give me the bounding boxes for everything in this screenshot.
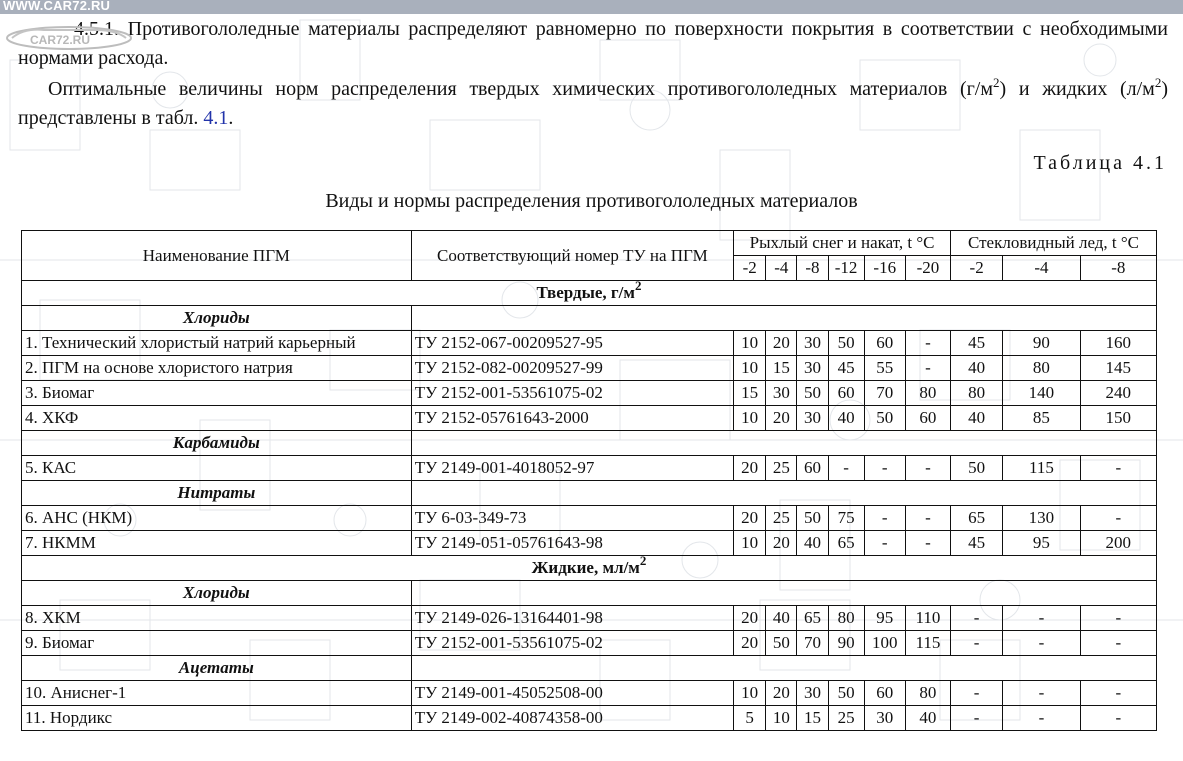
norm-value: 65 xyxy=(797,606,828,631)
temp-glaze: -2 xyxy=(951,256,1003,281)
material-name: 5. КАС xyxy=(22,456,412,481)
norm-value: 25 xyxy=(766,456,797,481)
table-row xyxy=(22,681,1157,706)
group-row xyxy=(22,656,1157,681)
temp-loose: -8 xyxy=(797,256,828,281)
temp-loose: -2 xyxy=(734,256,766,281)
norm-value: 10 xyxy=(734,331,766,356)
tu-number: ТУ 6-03-349-73 xyxy=(411,506,733,531)
tu-number: ТУ 2152-082-00209527-99 xyxy=(411,356,733,381)
norm-value: 115 xyxy=(1003,456,1080,481)
group-blank xyxy=(411,306,1156,331)
norm-value: 100 xyxy=(864,631,905,656)
norm-value: 30 xyxy=(797,356,828,381)
norm-value: 80 xyxy=(951,381,1003,406)
superscript: 2 xyxy=(639,555,647,568)
norm-value: 145 xyxy=(1080,356,1156,381)
norm-value: - xyxy=(905,506,950,531)
temp-loose: -4 xyxy=(766,256,797,281)
norm-value: 60 xyxy=(864,331,905,356)
norm-value: 40 xyxy=(905,706,950,731)
norm-value: 40 xyxy=(797,531,828,556)
norm-value: - xyxy=(905,531,950,556)
norm-value: - xyxy=(1080,631,1156,656)
group-name: Карбамиды xyxy=(22,431,412,456)
norm-value: 20 xyxy=(734,631,766,656)
group-blank xyxy=(411,481,1156,506)
tu-number: ТУ 2152-05761643-2000 xyxy=(411,406,733,431)
car-logo-watermark xyxy=(4,24,134,52)
norm-value: 60 xyxy=(864,681,905,706)
group-row xyxy=(22,481,1157,506)
paragraph-norms: Оптимальные величины норм распределения твердых химических противогололедных материалов $(г/м^2)$ и жидких $(л/м^2)$ представлены в табл. 4.1. xyxy=(18,75,1168,129)
material-name: 7. НКММ xyxy=(22,531,412,556)
norm-value: 30 xyxy=(766,381,797,406)
header-tu: Соответствующий номер ТУ на ПГМ xyxy=(411,231,733,281)
group-row xyxy=(22,431,1157,456)
table-row xyxy=(22,406,1157,431)
material-name: 9. Биомаг xyxy=(22,631,412,656)
norm-value: 50 xyxy=(828,331,864,356)
header-name: Наименование ПГМ xyxy=(22,231,412,281)
norm-value: 65 xyxy=(951,506,1003,531)
norm-value: - xyxy=(864,456,905,481)
norm-value: - xyxy=(905,356,950,381)
norm-value: 15 xyxy=(734,381,766,406)
material-name: 6. АНС (НКМ) xyxy=(22,506,412,531)
norm-value: - xyxy=(905,331,950,356)
norm-value: 50 xyxy=(766,631,797,656)
norm-value: 45 xyxy=(951,531,1003,556)
temp-loose: -20 xyxy=(905,256,950,281)
table-row xyxy=(22,631,1157,656)
norm-value: 40 xyxy=(951,356,1003,381)
tu-number: ТУ 2149-026-13164401-98 xyxy=(411,606,733,631)
material-name: 11. Нордикс xyxy=(22,706,412,731)
norm-value: - xyxy=(951,681,1003,706)
norm-value: 45 xyxy=(828,356,864,381)
table-ref-link[interactable]: 4.1 xyxy=(203,107,229,129)
group-name: Нитраты xyxy=(22,481,412,506)
norm-value: - xyxy=(1080,456,1156,481)
section-title-text: Твердые, г/м xyxy=(536,283,635,302)
norm-value: 10 xyxy=(734,406,766,431)
norm-value: 25 xyxy=(828,706,864,731)
norm-value: - xyxy=(864,506,905,531)
norm-value: 130 xyxy=(1003,506,1080,531)
paragraph-4-5-1: 4.5.1. Противогололедные материалы распределяют равномерно по поверхности покрытия в соответствии с необходимыми нормами расхода. xyxy=(18,18,1168,69)
norm-value: - xyxy=(1080,706,1156,731)
section-title-text: Жидкие, мл/м xyxy=(531,558,640,577)
norm-value: 95 xyxy=(1003,531,1080,556)
norm-value: 70 xyxy=(864,381,905,406)
norm-value: 30 xyxy=(797,681,828,706)
norm-value: - xyxy=(905,456,950,481)
site-watermark: WWW.CAR72.RU xyxy=(3,0,111,13)
norm-value: 20 xyxy=(734,506,766,531)
norm-value: - xyxy=(1003,631,1080,656)
temp-loose: -16 xyxy=(864,256,905,281)
material-name: 1. Технический хлористый натрий карьерный xyxy=(22,331,412,356)
norm-value: - xyxy=(1080,506,1156,531)
table-row xyxy=(22,506,1157,531)
norm-value: 80 xyxy=(1003,356,1080,381)
section-title xyxy=(22,281,1157,306)
header-loose-snow: Рыхлый снег и накат, t °C xyxy=(734,231,951,256)
norm-value: 40 xyxy=(951,406,1003,431)
norm-value: 60 xyxy=(828,381,864,406)
norm-value: 110 xyxy=(905,606,950,631)
norm-value: 10 xyxy=(734,681,766,706)
norm-value: 80 xyxy=(905,381,950,406)
norm-value: 50 xyxy=(797,381,828,406)
norm-value: 50 xyxy=(951,456,1003,481)
top-banner xyxy=(0,0,1183,14)
norm-value: 95 xyxy=(864,606,905,631)
tu-number: ТУ 2152-067-00209527-95 xyxy=(411,331,733,356)
table-caption: Таблица 4.1 xyxy=(1033,152,1167,174)
material-name: 10. Аниснег-1 xyxy=(22,681,412,706)
material-name: 2. ПГМ на основе хлористого натрия xyxy=(22,356,412,381)
norm-value: 10 xyxy=(734,356,766,381)
norm-value: 10 xyxy=(734,531,766,556)
norm-value: 45 xyxy=(951,331,1003,356)
norm-value: 75 xyxy=(828,506,864,531)
section-row xyxy=(22,556,1157,581)
norm-value: 30 xyxy=(864,706,905,731)
group-name: Хлориды xyxy=(22,581,412,606)
norm-value: 240 xyxy=(1080,381,1156,406)
section-title xyxy=(22,556,1157,581)
norm-value: 200 xyxy=(1080,531,1156,556)
group-row xyxy=(22,306,1157,331)
table-row xyxy=(22,531,1157,556)
norm-value: 115 xyxy=(905,631,950,656)
header-row xyxy=(22,231,1157,256)
table-row xyxy=(22,456,1157,481)
material-name: 4. ХКФ xyxy=(22,406,412,431)
material-name: 3. Биомаг xyxy=(22,381,412,406)
section-row xyxy=(22,281,1157,306)
group-name: Хлориды xyxy=(22,306,412,331)
group-blank xyxy=(411,431,1156,456)
norm-value: - xyxy=(828,456,864,481)
norm-value: 40 xyxy=(766,606,797,631)
norm-value: 140 xyxy=(1003,381,1080,406)
norm-value: - xyxy=(864,531,905,556)
tu-number: ТУ 2149-051-05761643-98 xyxy=(411,531,733,556)
norm-value: 5 xyxy=(734,706,766,731)
norm-value: 60 xyxy=(905,406,950,431)
group-name: Ацетаты xyxy=(22,656,412,681)
material-name: 8. ХКМ xyxy=(22,606,412,631)
norm-value: 80 xyxy=(828,606,864,631)
norm-value: 20 xyxy=(766,531,797,556)
norm-value: 80 xyxy=(905,681,950,706)
tu-number: ТУ 2152-001-53561075-02 xyxy=(411,381,733,406)
group-row xyxy=(22,581,1157,606)
group-blank xyxy=(411,656,1156,681)
norm-value: 15 xyxy=(766,356,797,381)
norm-value: 40 xyxy=(828,406,864,431)
norm-value: 85 xyxy=(1003,406,1080,431)
norm-value: 30 xyxy=(797,331,828,356)
header-glaze-ice: Стекловидный лед, t °C xyxy=(951,231,1157,256)
norm-value: 150 xyxy=(1080,406,1156,431)
norm-value: 90 xyxy=(828,631,864,656)
norm-value: 25 xyxy=(766,506,797,531)
tu-number: ТУ 2149-002-40874358-00 xyxy=(411,706,733,731)
norm-value: 50 xyxy=(797,506,828,531)
tu-number: ТУ 2149-001-4018052-97 xyxy=(411,456,733,481)
norm-value: - xyxy=(1003,681,1080,706)
table-row xyxy=(22,706,1157,731)
temp-loose: -12 xyxy=(828,256,864,281)
norm-value: 50 xyxy=(828,681,864,706)
table-row xyxy=(22,381,1157,406)
norm-value: - xyxy=(1080,606,1156,631)
norm-value: 55 xyxy=(864,356,905,381)
norm-value: 20 xyxy=(766,406,797,431)
temp-glaze: -4 xyxy=(1003,256,1080,281)
norm-value: 65 xyxy=(828,531,864,556)
norm-value: 10 xyxy=(766,706,797,731)
norm-value: 160 xyxy=(1080,331,1156,356)
materials-table xyxy=(21,230,1157,731)
table-title: Виды и нормы распределения противогололедных материалов xyxy=(325,190,858,212)
table-row xyxy=(22,331,1157,356)
norm-value: 50 xyxy=(864,406,905,431)
norm-value: 90 xyxy=(1003,331,1080,356)
table-row xyxy=(22,606,1157,631)
norm-value: 30 xyxy=(797,406,828,431)
norm-value: - xyxy=(951,631,1003,656)
norm-value: 20 xyxy=(766,681,797,706)
norm-value: 20 xyxy=(766,331,797,356)
tu-number: ТУ 2149-001-45052508-00 xyxy=(411,681,733,706)
norm-value: 15 xyxy=(797,706,828,731)
norm-value: 20 xyxy=(734,456,766,481)
norm-value: - xyxy=(1003,706,1080,731)
norm-value: - xyxy=(1003,606,1080,631)
norm-value: - xyxy=(1080,681,1156,706)
norm-value: - xyxy=(951,706,1003,731)
norm-value: 70 xyxy=(797,631,828,656)
superscript: 2 xyxy=(634,280,642,293)
tu-number: ТУ 2152-001-53561075-02 xyxy=(411,631,733,656)
norm-value: 60 xyxy=(797,456,828,481)
group-blank xyxy=(411,581,1156,606)
norm-value: - xyxy=(951,606,1003,631)
norm-value: 20 xyxy=(734,606,766,631)
temp-glaze: -8 xyxy=(1080,256,1156,281)
table-row xyxy=(22,356,1157,381)
svg-text:CAR72.RU: CAR72.RU xyxy=(30,33,91,47)
